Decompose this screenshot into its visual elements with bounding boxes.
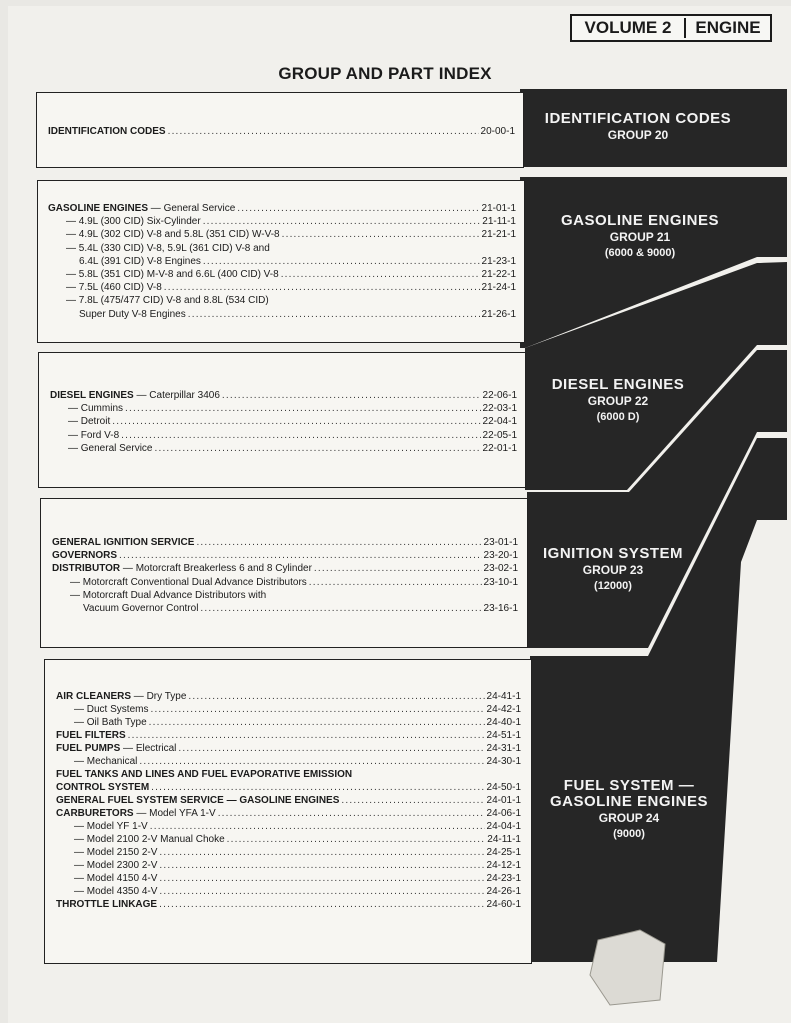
index-entry — [52, 562, 518, 575]
entry-title: DISTRIBUTOR — Motorcraft Breakerless 6 and 8 Cylinder — [52, 563, 312, 575]
entry-page: 22-04-1 — [482, 416, 517, 428]
leader-dots — [168, 125, 479, 138]
entry-heading: DISTRIBUTOR — [52, 563, 121, 575]
index-entry — [74, 885, 521, 898]
entry-title: — 4.9L (302 CID) V-8 and 5.8L (351 CID) W-V-8 — [66, 229, 280, 241]
entry-heading: GOVERNORS — [52, 550, 118, 562]
leader-dots — [203, 215, 481, 228]
entry-title: Super Duty V-8 Engines — [79, 308, 186, 320]
index-entry — [74, 846, 521, 859]
label-diesel — [505, 377, 731, 425]
entry-title: — Ford V-8 — [68, 429, 120, 441]
entry-title — [56, 729, 126, 742]
entry-page: 21-11-1 — [482, 216, 516, 228]
entry-title: — 7.5L (460 CID) V-8 — [66, 282, 162, 294]
index-entry — [66, 215, 516, 228]
group-number: GROUP 20 — [607, 128, 669, 142]
index-entry — [66, 294, 269, 307]
group-note: (12000) — [594, 580, 632, 592]
entry-title: AIR CLEANERS — Dry Type — [56, 691, 187, 702]
index-entry — [70, 589, 266, 602]
index-entry — [79, 308, 516, 321]
entry-title — [52, 536, 194, 549]
entry-title — [56, 898, 157, 911]
entry-title: — Model 2150 2-V — [74, 847, 158, 858]
entry-title — [52, 549, 117, 562]
entry-title: — Detroit — [68, 416, 111, 428]
section-label: ENGINE — [695, 18, 761, 37]
index-entry — [74, 872, 521, 885]
index-entry — [66, 242, 270, 255]
group-number: GROUP 22 — [587, 394, 649, 408]
entry-page: 24-31-1 — [486, 743, 521, 754]
entry-page: 24-23-1 — [486, 873, 521, 884]
entry-page: 22-06-1 — [482, 390, 517, 401]
index-entry — [83, 602, 518, 615]
leader-dots — [159, 859, 484, 872]
index-entry — [56, 781, 521, 794]
entry-page: 21-26-1 — [481, 308, 516, 320]
index-entry — [68, 429, 517, 442]
label-identification — [525, 111, 751, 143]
leader-dots — [309, 576, 482, 589]
index-entry — [56, 807, 521, 820]
index-entry — [68, 442, 517, 455]
entry-page: 24-11-1 — [487, 834, 521, 845]
entry-title: — 5.4L (330 CID) V-8, 5.9L (361 CID) V-8 and — [66, 242, 270, 254]
entry-title: — Cummins — [68, 403, 124, 415]
entry-title: GASOLINE ENGINES — General Service — [48, 203, 236, 214]
index-entry — [68, 415, 517, 428]
entry-page: 24-40-1 — [486, 717, 521, 728]
entry-heading: FUEL PUMPS — [56, 743, 121, 754]
entry-title: 6.4L (391 CID) V-8 Engines — [79, 255, 201, 267]
index-entry — [56, 768, 352, 781]
entry-title: CARBURETORS — Model YFA 1-V — [56, 808, 216, 819]
group-note: (9000) — [613, 828, 645, 840]
leader-dots — [128, 729, 485, 742]
entry-page: 21-23-1 — [481, 255, 516, 267]
entry-heading: CARBURETORS — [56, 808, 134, 819]
leader-dots — [139, 755, 484, 768]
entry-title: — Model 2300 2-V — [74, 860, 158, 871]
index-entry — [56, 898, 521, 911]
entry-title: — General Service — [68, 442, 153, 454]
index-entry — [66, 268, 516, 281]
entry-page: 23-01-1 — [483, 537, 518, 548]
entry-page: 24-60-1 — [486, 899, 521, 910]
label-ignition — [500, 546, 726, 594]
entry-heading: GENERAL FUEL SYSTEM SERVICE — GASOLINE ENGINES — [56, 795, 340, 806]
leader-dots — [222, 389, 481, 402]
entry-title — [56, 794, 339, 807]
index-entry — [74, 755, 521, 768]
leader-dots — [188, 690, 484, 703]
leader-dots — [218, 807, 485, 820]
entry-page: 24-06-1 — [486, 808, 521, 819]
entry-page: 24-51-1 — [486, 730, 521, 741]
leader-dots — [282, 228, 480, 241]
entry-page: 24-50-1 — [486, 782, 521, 793]
entry-page: 24-04-1 — [486, 821, 521, 832]
group-name: FUEL SYSTEM — — [563, 777, 695, 794]
entry-heading: THROTTLE LINKAGE — [56, 899, 158, 910]
entry-heading: FUEL TANKS AND LINES AND FUEL EVAPORATIVE EMISSION — [56, 769, 353, 780]
index-entry — [66, 228, 516, 241]
index-entry — [74, 820, 521, 833]
entry-page: 24-42-1 — [486, 704, 521, 715]
group-number: GROUP 24 — [598, 811, 660, 825]
entry-title: — Model 2100 2-V Manual Choke — [74, 834, 225, 845]
entry-page: 23-16-1 — [483, 603, 518, 614]
entry-title: DIESEL ENGINES — Caterpillar 3406 — [50, 390, 220, 401]
leader-dots — [203, 255, 480, 268]
leader-dots — [200, 602, 481, 615]
leader-dots — [281, 268, 480, 281]
group-name: GASOLINE ENGINES — [560, 212, 720, 229]
index-entry — [56, 729, 521, 742]
label-fuel — [516, 778, 742, 842]
entry-page: 22-03-1 — [482, 403, 517, 415]
leader-dots — [188, 308, 480, 321]
entry-heading: FUEL FILTERS — [56, 730, 126, 741]
leader-dots — [125, 402, 481, 415]
index-entry — [74, 703, 521, 716]
group-name: DIESEL ENGINES — [551, 376, 685, 393]
leader-dots — [341, 794, 484, 807]
leader-dots — [112, 415, 480, 428]
entry-title: — Oil Bath Type — [74, 717, 147, 728]
index-entry — [74, 716, 521, 729]
volume-label: VOLUME 2 — [572, 18, 686, 38]
index-entry — [48, 125, 515, 138]
entry-title: — Mechanical — [74, 756, 138, 767]
entry-page: 24-26-1 — [486, 886, 521, 897]
entry-title: — Duct Systems — [74, 704, 149, 715]
leader-dots — [237, 202, 479, 215]
leader-dots — [159, 898, 484, 911]
entry-title: FUEL PUMPS — Electrical — [56, 743, 177, 754]
entry-title: — 7.8L (475/477 CID) V-8 and 8.8L (534 CID) — [66, 295, 269, 307]
group-note: (6000 & 9000) — [604, 247, 676, 259]
leader-dots — [154, 442, 480, 455]
page-title: GROUP AND PART INDEX — [278, 64, 492, 83]
entry-page: 22-01-1 — [482, 442, 517, 454]
entry-heading: AIR CLEANERS — [56, 691, 132, 702]
entry-page: 22-05-1 — [482, 429, 517, 441]
entry-page: 23-20-1 — [483, 550, 518, 562]
leader-dots — [159, 846, 484, 859]
entry-title: Vacuum Governor Control — [83, 603, 199, 614]
leader-dots — [196, 536, 481, 549]
entry-page: 24-25-1 — [486, 847, 521, 858]
entry-title: — Model 4350 4-V — [74, 886, 158, 897]
index-entry — [56, 742, 521, 755]
entry-page: 24-12-1 — [486, 860, 521, 871]
leader-dots — [164, 281, 480, 294]
leader-dots — [178, 742, 484, 755]
index-entry — [68, 402, 517, 415]
entry-title: — 4.9L (300 CID) Six-Cylinder — [66, 216, 201, 228]
entry-heading: CONTROL SYSTEM — [56, 782, 150, 793]
leader-dots — [227, 833, 486, 846]
entry-title: — Model 4150 4-V — [74, 873, 158, 884]
entry-title — [48, 125, 166, 138]
entry-page: 21-21-1 — [481, 229, 516, 241]
leader-dots — [159, 872, 484, 885]
group-number: GROUP 23 — [582, 563, 644, 577]
group-number: GROUP 21 — [609, 230, 671, 244]
leader-dots — [150, 820, 485, 833]
entry-heading: GASOLINE ENGINES — [48, 203, 149, 214]
leader-dots — [151, 781, 484, 794]
entry-page: 24-01-1 — [486, 795, 521, 806]
entry-page: 24-41-1 — [486, 691, 521, 702]
entry-title — [56, 769, 352, 780]
leader-dots — [314, 562, 482, 575]
index-entry — [66, 281, 516, 294]
leader-dots — [159, 885, 484, 898]
entry-title — [56, 781, 149, 794]
index-entry — [52, 536, 518, 549]
entry-heading: DIESEL ENGINES — [50, 390, 134, 401]
entry-page: 23-02-1 — [483, 563, 518, 575]
entry-title: — Motorcraft Conventional Dual Advance Distributors — [70, 576, 307, 588]
entry-page: 20-00-1 — [480, 126, 515, 137]
group-name: IDENTIFICATION CODES — [544, 110, 732, 127]
leader-dots — [149, 716, 485, 729]
index-entry — [50, 389, 517, 402]
index-entry — [56, 690, 521, 703]
index-entry — [74, 833, 521, 846]
entry-title: — 5.8L (351 CID) M-V-8 and 6.6L (400 CID) V-8 — [66, 269, 279, 280]
index-entry — [56, 794, 521, 807]
group-note: (6000 D) — [596, 411, 640, 423]
label-gasoline — [527, 213, 753, 261]
entry-heading: GENERAL IGNITION SERVICE — [52, 537, 195, 548]
leader-dots — [119, 549, 482, 562]
leader-dots — [150, 703, 484, 716]
entry-title: — Motorcraft Dual Advance Distributors with — [70, 589, 267, 601]
page-tear — [590, 930, 665, 1005]
entry-page: 21-24-1 — [481, 282, 516, 294]
index-entry — [79, 255, 516, 268]
index-entry — [52, 549, 518, 562]
index-entry — [48, 202, 516, 215]
entry-page: 23-10-1 — [483, 576, 518, 588]
index-entry — [70, 576, 518, 589]
entry-page: 21-22-1 — [481, 269, 516, 280]
entry-title: — Model YF 1-V — [74, 821, 148, 832]
index-entry — [74, 859, 521, 872]
group-name: IGNITION SYSTEM — [542, 545, 683, 562]
group-name-line2: GASOLINE ENGINES — [549, 793, 709, 810]
entry-page: 21-01-1 — [481, 203, 516, 214]
entry-page: 24-30-1 — [486, 756, 521, 767]
entry-heading: IDENTIFICATION CODES — [48, 126, 166, 137]
leader-dots — [121, 429, 480, 442]
